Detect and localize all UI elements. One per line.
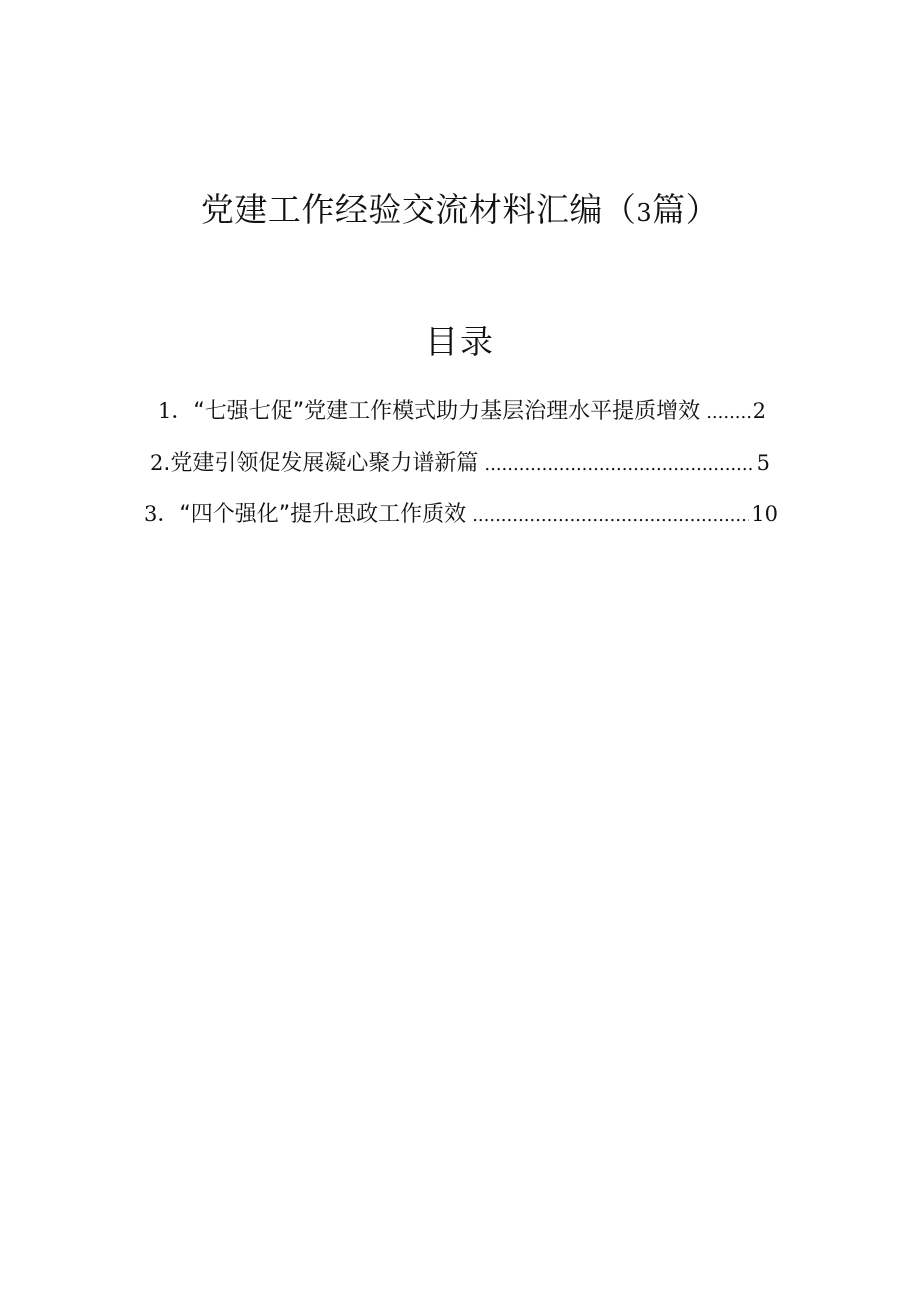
toc-entry-title: “七强七促”党建工作模式助力基层治理水平提质增效 (193, 399, 701, 424)
toc-entry[interactable] (158, 396, 766, 428)
document-title (0, 186, 920, 237)
toc-entry-number: 2 (150, 451, 164, 475)
toc-dot-leader (484, 450, 754, 480)
toc-entry-number: 3 (144, 502, 158, 526)
toc-dot-leader (472, 501, 749, 531)
toc-entry-page: 2 (752, 399, 766, 423)
toc-dot-leader (706, 398, 750, 428)
document-title-text: 党建工作经验交流材料汇编（ (200, 190, 637, 229)
toc-entry-number: 1 (158, 399, 172, 423)
toc-entry-page: 5 (756, 451, 770, 475)
toc-entry-separator: ． (171, 399, 194, 424)
toc-entry-page: 10 (751, 502, 778, 526)
toc-entry-title: 党建引领促发展凝心聚力谱新篇 (170, 451, 479, 476)
toc-entry-separator: . (163, 451, 171, 476)
toc-entry-title: “四个强化”提升思政工作质效 (179, 502, 467, 527)
toc-entry[interactable] (150, 448, 770, 480)
document-title-suffix: 篇） (652, 190, 720, 229)
toc-entry[interactable] (144, 499, 778, 531)
toc-entry-separator: ． (157, 502, 180, 527)
document-title-count: 3 (636, 199, 653, 227)
toc-heading: 目录 (425, 322, 495, 361)
